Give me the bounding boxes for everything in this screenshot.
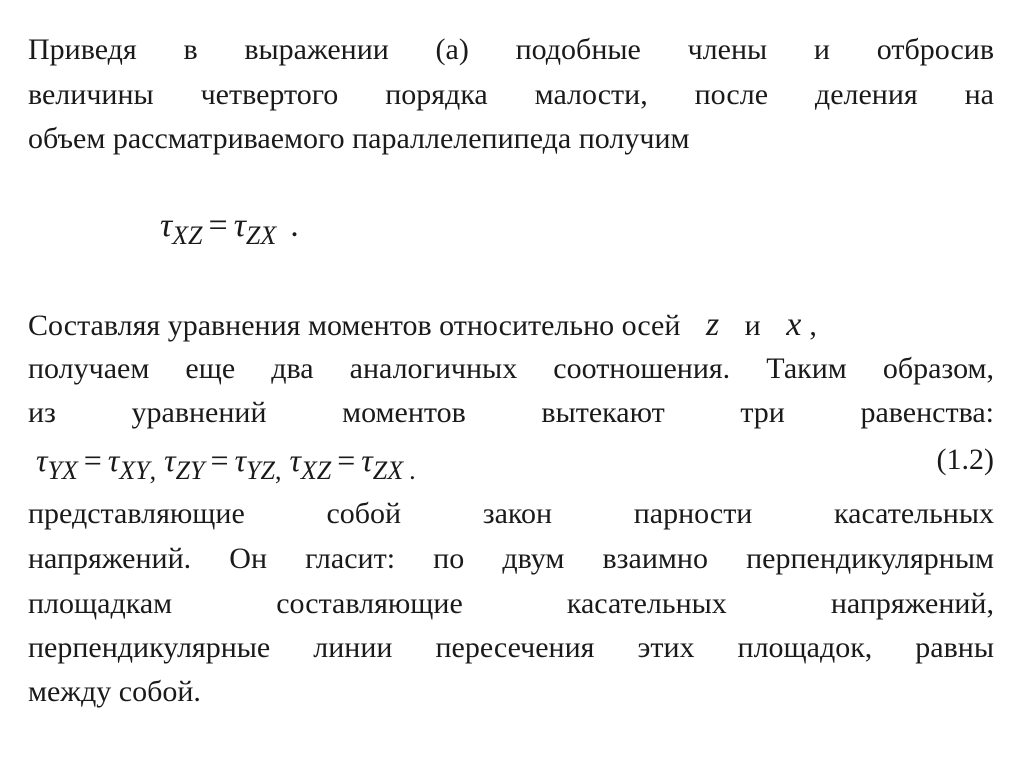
subscript-xz: XZ [300, 456, 332, 485]
paragraph2-line1 [28, 307, 994, 344]
subscript-yz: YZ [246, 456, 275, 485]
subscript-xy: XY [119, 456, 150, 485]
equals-sign: = [208, 207, 228, 244]
formula-end-period: . [409, 456, 416, 485]
formula-1-2 [36, 440, 416, 483]
equals-sign: = [337, 442, 356, 478]
conjunction-and: и [744, 309, 761, 342]
variable-x: x [786, 306, 802, 343]
equation-number: (1.2) [936, 443, 994, 476]
paragraph1-line2: величины четвертого порядка малости, после деления на [28, 78, 994, 111]
paragraph3-line1: представляющие собой закон парности касательных [28, 497, 994, 530]
equals-sign: = [210, 442, 229, 478]
subscript-zy: ZY [175, 456, 205, 485]
tau-symbol: τ [234, 442, 247, 478]
subscript-zx: ZX [372, 456, 404, 485]
tau-symbol: τ [36, 442, 48, 478]
paragraph3-line5: между собой. [28, 675, 201, 708]
tau-symbol: τ [361, 442, 373, 478]
equals-sign: = [83, 442, 102, 478]
paragraph1-line1: Приведя в выражении (а) подобные члены и отбросив [28, 33, 994, 66]
comma: , [149, 456, 157, 485]
paragraph1-line3: объем рассматриваемого параллелепипеда получим [28, 122, 690, 155]
tau-symbol: τ [160, 207, 173, 244]
paragraph2-line2: получаем еще два аналогичных соотношения. Таким образом, [28, 352, 994, 385]
tau-symbol: τ [107, 442, 120, 478]
tau-symbol: τ [164, 442, 176, 478]
paragraph2-line3: из уравнений моментов вытекают три равенства: [28, 396, 994, 429]
tau-symbol: τ [233, 207, 246, 244]
paragraph3-line4: перпендикулярные линии пересечения этих площадок, равны [28, 631, 994, 664]
formula-tau-xz-equals-tau-zx [160, 206, 299, 248]
paragraph2-line1-text: Составляя уравнения моментов относительно осей [28, 309, 681, 342]
subscript-zx: ZX [245, 221, 277, 250]
paragraph3-line2: напряжений. Он гласит: по двум взаимно перпендикулярным [28, 542, 994, 575]
tau-symbol: τ [289, 442, 301, 478]
subscript-yx: YX [47, 456, 78, 485]
paragraph3-line3: площадкам составляющие касательных напряжений, [28, 587, 994, 620]
comma: , [809, 309, 817, 342]
subscript-xz: XZ [172, 221, 203, 250]
formula-end-period: . [290, 207, 299, 244]
comma: , [274, 456, 282, 485]
variable-z: z [705, 306, 720, 343]
